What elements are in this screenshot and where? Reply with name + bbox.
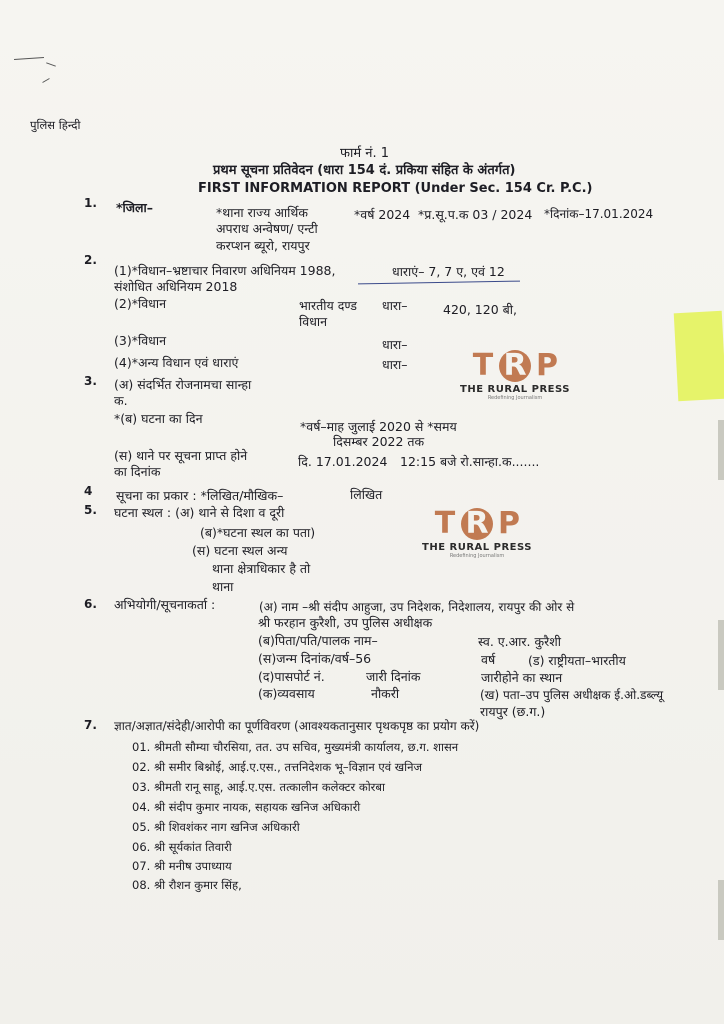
fir-date: *दिनांक–17.01.2024 [544,207,654,221]
page-edge [718,620,724,690]
accused-item: 06. श्री सूर्यकांत तिवारी [132,840,232,854]
logo-letter: T [434,506,456,541]
place-line: (ब)*घटना स्थल का पता) [200,525,316,540]
address-line: (ख) पता–उप पुलिस अधीक्षक ई.ओ.डब्ल्यू [480,688,664,702]
info-type-value: लिखित [350,487,383,502]
accused-item: 05. श्री शिवशंकर नाग खनिज अधिकारी [132,820,300,834]
dob-suffix: वर्ष [481,652,496,667]
place-line: थाना क्षेत्राधिकार है तो [212,561,311,576]
district-label: *जिला– [116,200,154,215]
item3-a-line: क. [114,393,128,408]
act1-line: संशोधित अधिनियम 2018 [114,279,238,294]
dob-label: (स)जन्म दिनांक/वर्ष–56 [258,651,372,666]
logo-name: THE RURAL PRESS [422,542,532,553]
title-english: FIRST INFORMATION REPORT (Under Sec. 154 Cr. P.C.) [198,181,593,196]
accused-item: 03. श्रीमती रानू साहू, आई.ए.एस. तत्कालीन कलेक्टर कोरबा [132,780,385,794]
place-line: घटना स्थल : (अ) थाने से दिशा व दूरी [114,505,285,520]
act4-dhara: धारा– [382,357,408,372]
act3-dhara: धारा– [382,337,408,352]
logo-tagline: Redefining Journalism [449,553,505,559]
accused-item: 08. श्री रौशन कुमार सिंह, [132,878,242,892]
father-value: स्व. ए.आर. कुरैशी [478,634,561,649]
accused-item: 01. श्रीमती सौम्या चौरसिया, तत. उप सचिव, मुख्यमंत्री कार्यालय, छ.ग. शासन [132,740,459,754]
incident-period: *वर्ष–माह जुलाई 2020 से *समय [300,419,457,434]
received-label: का दिनांक [114,464,161,479]
accused-item: 07. श्री मनीष उपाध्याय [132,859,232,873]
logo-letter: R [461,508,493,540]
complainant-name: (अ) नाम –श्री संदीप आहुजा, उप निदेशक, निदेशालय, रायपुर की ओर से [259,600,575,614]
act2-name: भारतीय दण्ड [299,298,357,313]
logo-letter: T [472,348,494,383]
father-label: (ब)पिता/पति/पालक नाम– [258,633,378,648]
passport-place: जारीहोने का स्थान [481,670,563,685]
title-hindi: प्रथम सूचना प्रतिवेदन (धारा 154 दं. प्रकिया संहित के अंतर्गत) [213,163,516,178]
pen-mark [14,57,44,60]
occupation-label: (क)व्यवसाय [258,686,315,701]
page-edge [718,420,724,480]
item-number: 1. [84,196,97,210]
form-number: फार्म नं. 1 [340,146,390,161]
item-number: 7. [84,718,97,732]
incident-day-label: *(ब) घटना का दिन [114,411,203,426]
received-label: (स) थाने पर सूचना प्राप्त होने [114,448,248,463]
thana-line: अपराध अन्वेषण/ एन्टी [216,221,318,236]
nationality: (ड) राष्ट्रीयता–भारतीय [528,653,626,668]
fir-year: *वर्ष 2024 [354,207,411,222]
logo-name: THE RURAL PRESS [460,384,570,395]
act2-label: (2)*विधान [114,296,167,311]
received-time: 12:15 बजे रो.सान्हा.क....... [400,454,540,469]
occupation-value: नौकरी [371,686,400,701]
act1-line: (1)*विधान–भ्रष्टाचार निवारण अधिनियम 1988, [114,263,336,278]
accused-item: 02. श्री समीर बिश्नोई, आई.ए.एस., तत्तनिदेशक भू–विज्ञान एवं खनिज [132,760,423,774]
item-number: 4 [84,484,93,498]
act2-name: विधान [299,314,328,329]
logo-letter: R [499,350,531,382]
logo-letter: P [498,506,520,541]
accused-heading: ज्ञात/अज्ञात/संदेही/आरोपी का पूर्णविवरण (आवश्यकतानुसार पृथकपृष्ठ का प्रयोग करें) [114,719,480,733]
place-line: थाना [212,579,234,594]
incident-period: दिसम्बर 2022 तक [333,434,425,449]
passport-label: (द)पासपोर्ट नं. [258,669,325,684]
pen-mark [42,78,49,83]
act2-sections: 420, 120 बी, [443,302,517,317]
received-date: दि. 17.01.2024 [298,454,388,469]
complainant-name: श्री फरहान कुरैशी, उप पुलिस अधीक्षक [258,615,433,630]
accused-item: 04. श्री संदीप कुमार नायक, सहायक खनिज अधिकारी [132,800,361,814]
act4-label: (4)*अन्य विधान एवं धाराएं [114,355,239,370]
place-line: (स) घटना स्थल अन्य [192,543,288,558]
thana-line: *थाना राज्य आर्थिक [216,205,308,220]
fir-number: *प्र.सू.प.क 03 / 2024 [418,207,533,222]
underline-stroke [358,281,520,285]
pen-mark [46,62,56,66]
page-edge [718,880,724,940]
sticky-note [674,311,724,401]
act1-sections: धाराएं– 7, 7 ए, एवं 12 [392,264,505,279]
act2-dhara: धारा– [382,298,408,313]
watermark-logo [422,508,532,568]
item-number: 6. [84,597,97,611]
complainant-label: अभियोगी/सूचनाकर्ता : [114,597,216,612]
info-type-label: सूचना का प्रकार : *लिखित/मौखिक– [116,488,284,503]
item-number: 5. [84,503,97,517]
item-number: 2. [84,253,97,267]
thana-line: करप्शन ब्यूरो, रायपुर [216,238,310,253]
address-line: रायपुर (छ.ग.) [480,704,546,719]
act3-label: (3)*विधान [114,333,167,348]
passport-issue: जारी दिनांक [366,669,421,684]
hindi-note: पुलिस हिन्दी [30,118,81,132]
logo-tagline: Redefining Journalism [487,395,543,401]
watermark-logo [460,350,570,410]
item3-a-line: (अ) संदर्भित रोजनामचा सान्हा [114,377,252,392]
item-number: 3. [84,374,97,388]
logo-letter: P [536,348,558,383]
